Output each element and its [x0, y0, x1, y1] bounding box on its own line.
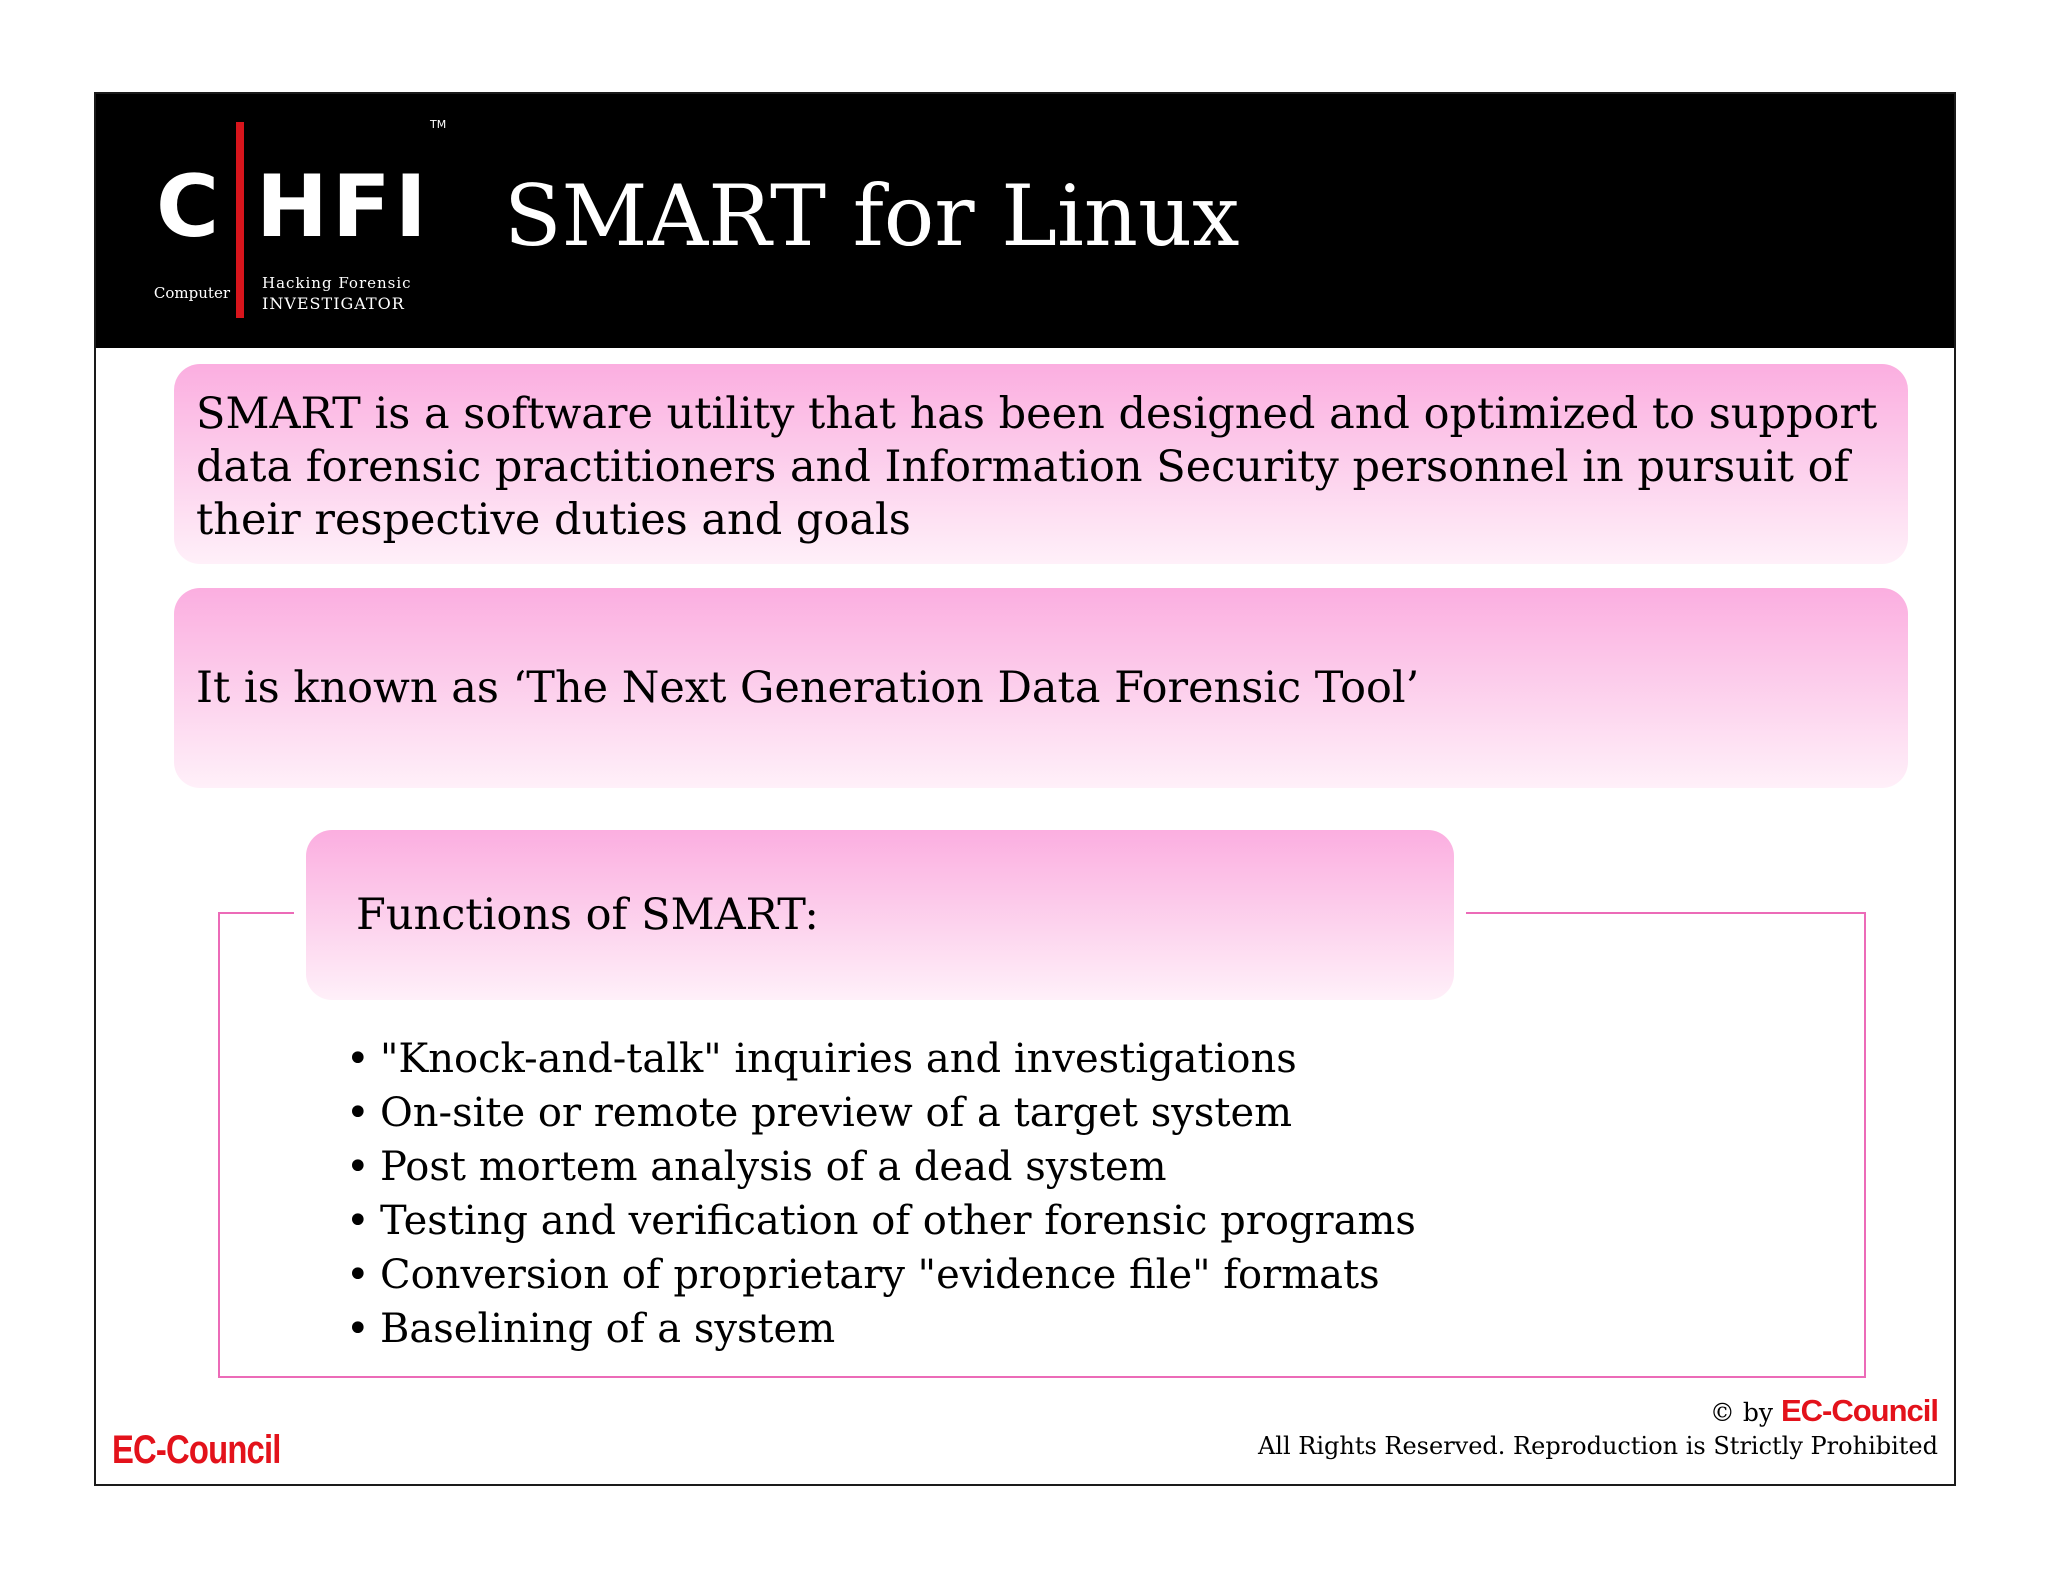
known-as-box	[174, 588, 1908, 788]
logo-letter-c: C	[156, 157, 220, 257]
list-item	[346, 1086, 1416, 1140]
list-item-text: On-site or remote preview of a target system	[380, 1090, 1293, 1136]
bullet-icon: •	[346, 1252, 370, 1298]
list-item-text: Post mortem analysis of a dead system	[380, 1144, 1167, 1190]
bullet-icon: •	[346, 1036, 370, 1082]
list-item	[346, 1032, 1416, 1086]
logo-red-bar	[236, 122, 244, 318]
copyright-brand: EC-Council	[1780, 1393, 1938, 1428]
list-item-text: Baselining of a system	[380, 1306, 836, 1352]
copyright-prefix: © by	[1709, 1398, 1773, 1427]
description-box	[174, 364, 1908, 564]
logo-computer-text: Computer	[153, 284, 230, 302]
slide-header	[96, 94, 1954, 348]
bullet-icon: •	[346, 1144, 370, 1190]
list-item-text: Conversion of proprietary "evidence file" formats	[380, 1252, 1380, 1298]
copyright-notice	[1258, 1394, 1938, 1462]
bullet-icon: •	[346, 1090, 370, 1136]
functions-heading: Functions of SMART:	[356, 890, 819, 940]
bullet-icon: •	[346, 1198, 370, 1244]
description-text: SMART is a software utility that has been designed and optimized to support data forensic practitioners and Information Security personnel in pursuit of their respective duties and goals	[196, 389, 1878, 545]
logo-hacking-forensic-text: Hacking Forensic	[262, 274, 412, 292]
slide-title: SMART for Linux	[504, 167, 1240, 265]
list-item-text: Testing and verification of other forensic programs	[380, 1198, 1416, 1244]
ec-council-footer-logo: EC-Council	[112, 1428, 281, 1472]
chfi-logo	[138, 112, 458, 324]
logo-trademark: TM	[430, 118, 447, 131]
list-item	[346, 1302, 1416, 1356]
list-item	[346, 1194, 1416, 1248]
functions-list	[346, 1032, 1416, 1356]
bullet-icon: •	[346, 1306, 370, 1352]
list-item	[346, 1248, 1416, 1302]
known-as-text: It is known as ‘The Next Generation Data Forensic Tool’	[196, 663, 1420, 713]
copyright-line	[1258, 1394, 1938, 1430]
list-item-text: "Knock-and-talk" inquiries and investigations	[380, 1036, 1297, 1082]
logo-investigator-text: INVESTIGATOR	[262, 294, 405, 313]
list-item	[346, 1140, 1416, 1194]
slide	[94, 92, 1956, 1486]
functions-heading-box	[306, 830, 1454, 1000]
logo-letters-hfi: HFI	[256, 157, 431, 257]
rights-text: All Rights Reserved. Reproduction is Strictly Prohibited	[1257, 1432, 1938, 1460]
